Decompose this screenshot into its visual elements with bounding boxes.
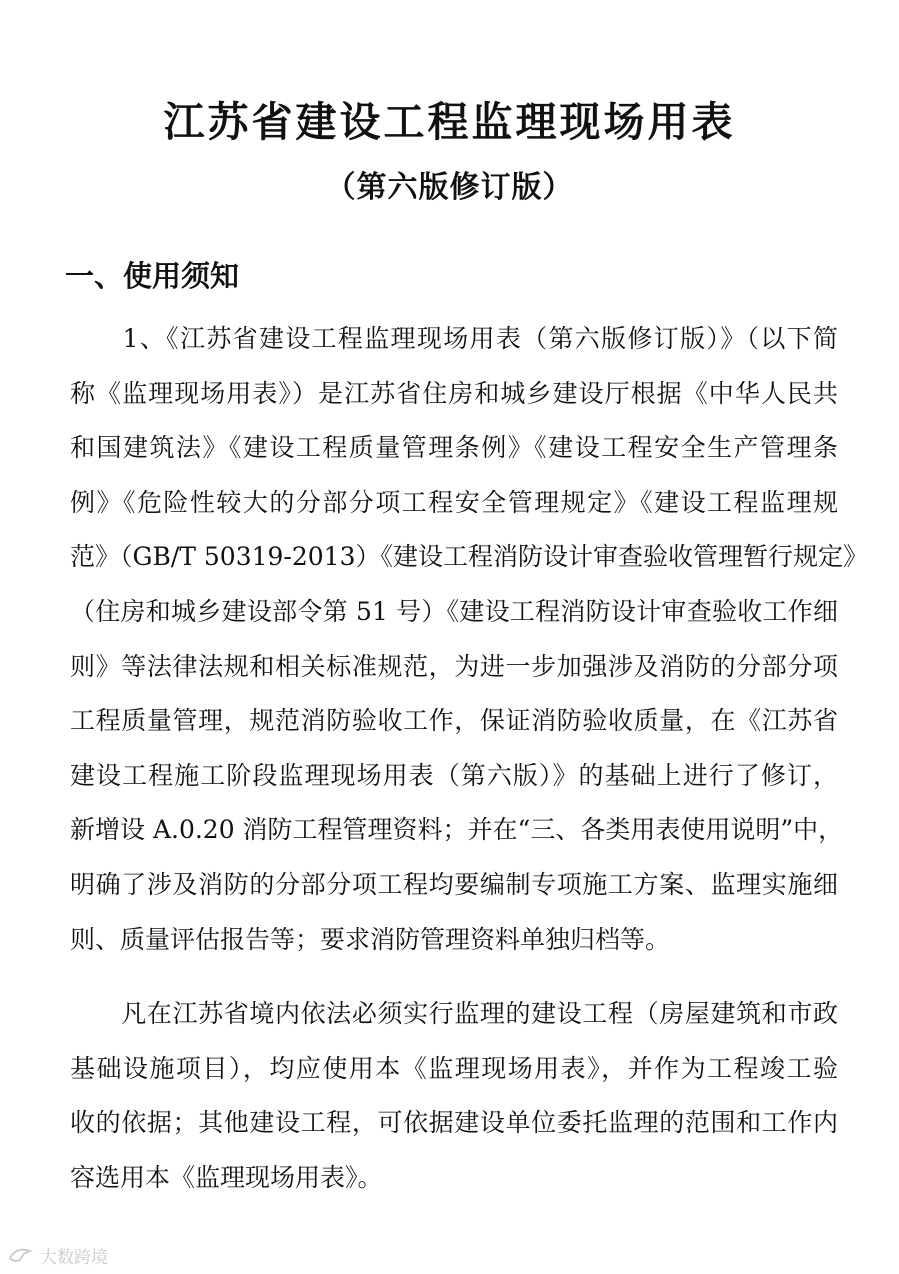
paragraph-usage-notes-2 <box>70 987 838 1205</box>
text-line: 和国建筑法》《建设工程质量管理条例》《建设工程安全生产管理条 <box>70 433 838 463</box>
text-line: 称《监理现场用表》）是江苏省住房和城乡建设厅根据《中华人民共 <box>70 378 838 408</box>
text-line: 1、《江苏省建设工程监理现场用表（第六版修订版）》（以下简 <box>70 324 838 353</box>
bird-logo-icon <box>8 1246 34 1266</box>
section-heading: 一、使用须知 <box>65 259 240 293</box>
watermark <box>8 1243 108 1268</box>
watermark-text: 大数跨境 <box>40 1248 108 1268</box>
text-line: 凡在江苏省境内依法必须实行监理的建设工程（房屋建筑和市政 <box>70 999 838 1028</box>
text-line: 建设工程施工阶段监理现场用表（第六版）》的基础上进行了修订， <box>70 760 838 790</box>
text-line: 容选用本《监理现场用表》。 <box>70 1162 383 1192</box>
text-line: 例》《危险性较大的分部分项工程安全管理规定》《建设工程监理规 <box>70 487 838 517</box>
document-subtitle: （第六版修订版） <box>325 170 574 205</box>
text-line: 则、质量评估报告等；要求消防管理资料单独归档等。 <box>70 924 671 954</box>
paragraph-usage-notes-1 <box>70 312 868 967</box>
document-title: 江苏省建设工程监理现场用表 <box>163 98 736 146</box>
text-line: 工程质量管理，规范消防验收工作，保证消防验收质量，在《江苏省 <box>70 706 838 736</box>
text-line: 则》等法律法规和相关标准规范，为进一步加强涉及消防的分部分项 <box>70 651 838 681</box>
text-line: 基础设施项目），均应使用本《监理现场用表》，并作为工程竣工验 <box>70 1053 838 1083</box>
text-line: 明确了涉及消防的分部分项工程均要编制专项施工方案、监理实施细 <box>70 869 838 899</box>
text-line: 新增设 A.0.20 消防工程管理资料；并在“三、各类用表使用说明”中， <box>70 815 844 845</box>
text-line: （住房和城乡建设部令第 51 号）《建设工程消防设计审查验收工作细 <box>70 596 838 626</box>
text-line: 范》（GB/T 50319-2013）《建设工程消防设计审查验收管理暂行规定》 <box>70 542 868 572</box>
text-line: 收的依据；其他建设工程，可依据建设单位委托监理的范围和工作内 <box>70 1108 838 1138</box>
